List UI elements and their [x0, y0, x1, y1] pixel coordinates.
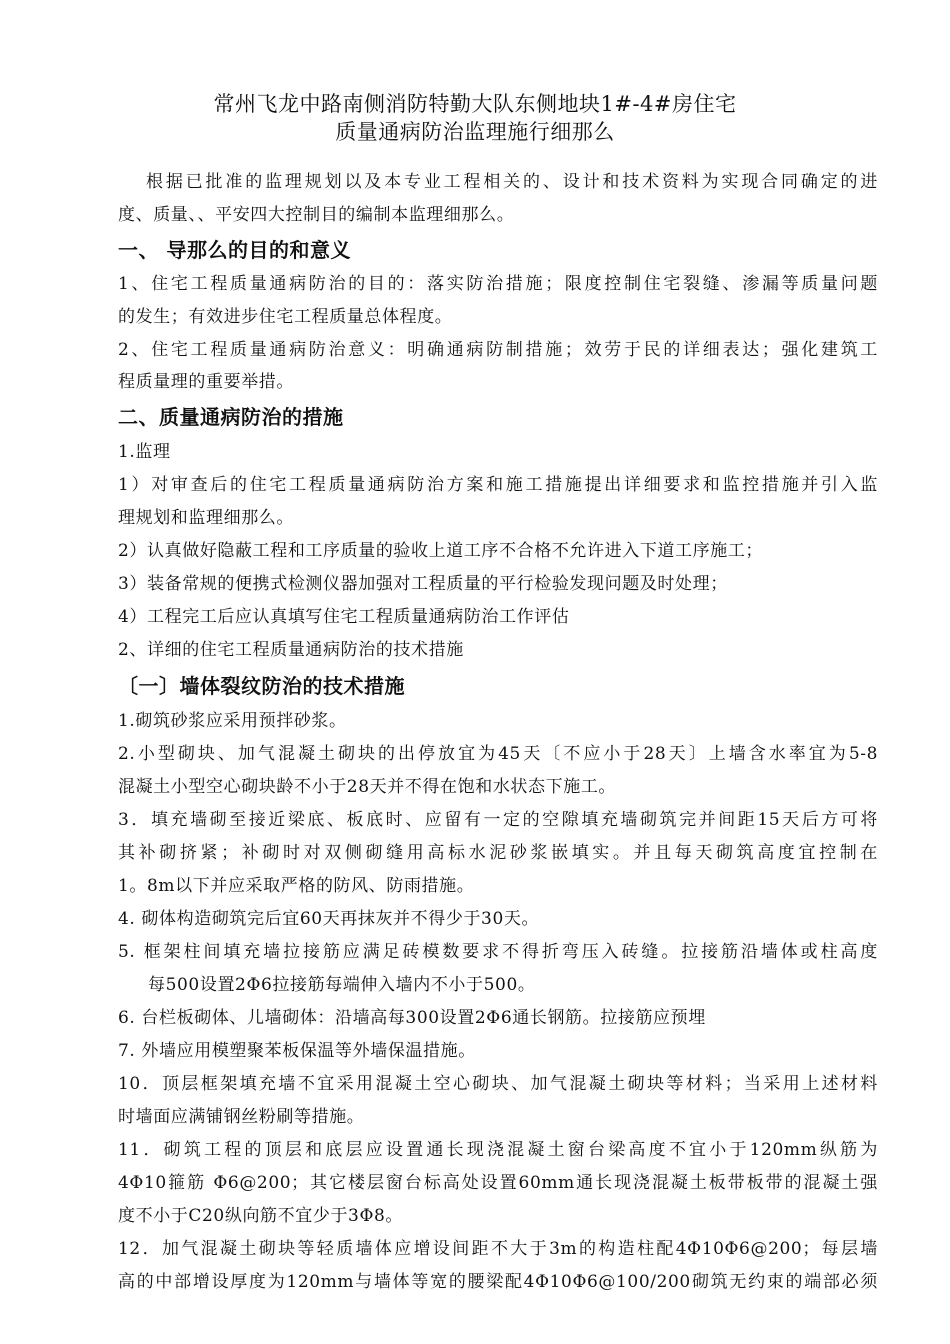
measure-item-3-line-2: 其补砌挤紧；补砌时对双侧砌缝用高标水泥砂浆嵌填实。并且每天砌筑高度宜控制在: [118, 843, 878, 863]
paragraph-2-line-1: 2、住宅工程质量通病防治意义：明确通病防制措施；效劳于民的详细表达；强化建筑工: [118, 340, 878, 360]
measure-item-12-line-1: 12．加气混凝土砌块等轻质墙体应增设间距不大于3m的构造柱配4Φ10Φ6@200；每层墙: [118, 1239, 878, 1259]
document-title-line-1: 常州飞龙中路南侧消防特勤大队东侧地块1#-4#房住宅: [213, 92, 737, 116]
supervision-item-1-line-1: 1）对审查后的住宅工程质量通病防治方案和施工措施提出详细要求和监控措施并引入监: [118, 475, 878, 495]
intro-paragraph-line-1: 根据已批准的监理规划以及本专业工程相关的、设计和技术资料为实现合同确定的进: [146, 172, 878, 192]
measure-item-11-line-1: 11．砌筑工程的顶层和底层应设置通长现浇混凝土窗台梁高度不宜小于120mm纵筋为: [118, 1140, 878, 1160]
paragraph-1-line-1: 1、住宅工程质量通病防治的目的：落实防治措施；限度控制住宅裂缝、渗漏等质量问题: [118, 274, 878, 294]
section-heading-1: 一、 导那么的目的和意义: [118, 238, 351, 262]
measure-item-12-line-2: 高的中部增设厚度为120mm与墙体等宽的腰梁配4Φ10Φ6@100/200砌筑无约束的端部必须: [118, 1272, 878, 1292]
supervision-item-2: 2）认真做好隐蔽工程和工序质量的验收上道工序不合格不允许进入下道工序施工；: [118, 541, 764, 561]
measure-item-2-line-1: 2.小型砌块、加气混凝土砌块的出停放宜为45天〔不应小于28天〕上墙含水率宜为5-8: [118, 744, 878, 764]
intro-paragraph-line-2: 度、质量、、平安四大控制目的编制本监理细那么。: [118, 205, 515, 225]
section-heading-3: 〔一〕墙体裂纹防治的技术措施: [118, 674, 405, 698]
measure-item-4: 4. 砌体构造砌筑完后宜60天再抹灰并不得少于30天。: [118, 909, 540, 929]
measure-item-7: 7. 外墙应用模塑聚苯板保温等外墙保温措施。: [118, 1041, 476, 1061]
measure-item-6: 6. 台栏板砌体、儿墙砌体：沿墙高每300设置2Φ6通长钢筋。拉接筋应预埋: [118, 1008, 706, 1028]
measure-item-3-line-3: 1。8m以下并应采取严格的防风、防雨措施。: [118, 876, 475, 896]
measure-item-3-line-1: 3．填充墙砌至接近梁底、板底时、应留有一定的空隙填充墙砌筑完并间距15天后方可将: [118, 810, 878, 830]
supervision-item-3: 3）装备常规的便携式检测仪器加强对工程质量的平行检验发现问题及时处理；: [118, 574, 728, 594]
measure-item-11-line-2: 4Φ10箍筋 Φ6@200；其它楼层窗台标高处设置60mm通长现浇混凝土板带板带的混凝土强: [118, 1173, 878, 1193]
section-heading-2: 二、质量通病防治的措施: [118, 405, 344, 429]
measure-item-2-line-2: 混凝土小型空心砌块龄不小于28天并不得在饱和水状态下施工。: [118, 777, 617, 797]
document-title-line-2: 质量通病防治监理施行细那么: [335, 120, 615, 144]
measure-item-1: 1.砌筑砂浆应采用预拌砂浆。: [118, 711, 347, 731]
supervision-item-1-line-2: 理规划和监理细那么。: [118, 508, 294, 528]
measure-item-11-line-3: 度不小于C20纵向筋不宜少于3Φ8。: [118, 1206, 404, 1226]
measure-item-10-line-2: 时墙面应满铺钢丝粉刷等措施。: [118, 1107, 365, 1127]
paragraph-1-line-2: 的发生；有效进步住宅工程质量总体程度。: [118, 307, 453, 327]
measure-item-5-line-1: 5. 框架柱间填充墙拉接筋应满足砖模数要求不得折弯压入砖缝。拉接筋沿墙体或柱高度: [118, 942, 878, 962]
measure-item-5-line-2: 每500设置2Φ6拉接筋每端伸入墙内不小于500。: [148, 975, 536, 995]
subsection-1-label: 1.监理: [118, 442, 171, 462]
paragraph-2-line-2: 程质量理的重要举措。: [118, 372, 294, 392]
subsection-2-label: 2、详细的住宅工程质量通病防治的技术措施: [118, 640, 464, 660]
measure-item-10-line-1: 10．顶层框架填充墙不宜采用混凝土空心砌块、加气混凝土砌块等材料；当采用上述材料: [118, 1074, 878, 1094]
supervision-item-4: 4）工程完工后应认真填写住宅工程质量通病防治工作评估: [118, 607, 570, 627]
